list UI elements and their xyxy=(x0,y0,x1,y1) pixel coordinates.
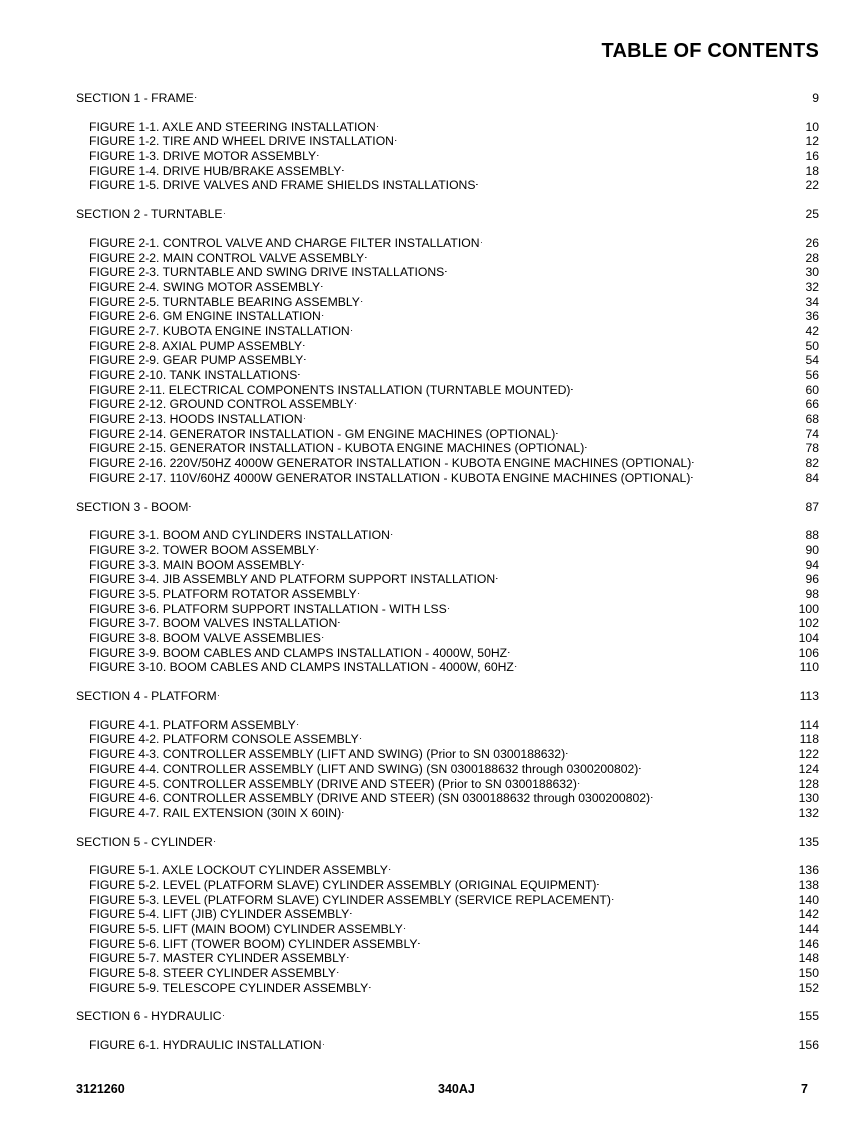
page-number: 102 xyxy=(798,616,819,631)
toc-figure-entry[interactable] xyxy=(76,528,819,543)
dot-leader xyxy=(691,472,804,482)
dot-leader xyxy=(342,807,797,817)
page-number: 74 xyxy=(805,426,819,441)
toc-figure-entry[interactable] xyxy=(76,732,819,747)
toc-section-entry[interactable] xyxy=(76,689,819,704)
page-number: 100 xyxy=(798,601,819,616)
page-number: 56 xyxy=(805,368,819,382)
toc-figure-entry[interactable] xyxy=(76,441,819,456)
page-number: 12 xyxy=(805,134,819,149)
toc-figure-entry[interactable] xyxy=(76,353,819,368)
dot-leader xyxy=(224,208,805,218)
dot-leader xyxy=(297,719,799,729)
dot-leader xyxy=(358,588,805,598)
page-title: TABLE OF CONTENTS xyxy=(601,40,819,62)
page-number: 9 xyxy=(812,91,819,105)
toc-figure-entry[interactable] xyxy=(76,295,819,310)
dot-leader xyxy=(391,529,805,539)
toc-figure-entry[interactable] xyxy=(76,134,819,149)
figure-title: FIGURE 5-5. LIFT (MAIN BOOM) CYLINDER ASSEMBLY xyxy=(89,922,403,936)
dot-leader xyxy=(347,952,798,962)
dot-leader xyxy=(651,792,798,802)
dot-leader xyxy=(337,967,798,977)
dot-leader xyxy=(302,559,804,569)
dot-leader xyxy=(365,252,804,262)
figure-title: FIGURE 3-5. PLATFORM ROTATOR ASSEMBLY xyxy=(89,586,357,601)
page-number: 42 xyxy=(805,323,819,338)
page-number: 124 xyxy=(798,761,819,776)
toc-figure-entry[interactable] xyxy=(76,412,819,427)
page-number: 104 xyxy=(798,631,819,645)
dot-leader xyxy=(404,923,798,933)
figure-title: FIGURE 5-8. STEER CYLINDER ASSEMBLY xyxy=(89,966,336,981)
toc-figure-entry[interactable] xyxy=(76,1038,819,1053)
page-number: 144 xyxy=(798,922,819,936)
section-title: SECTION 1 - FRAME xyxy=(76,91,194,105)
toc-figure-entry[interactable] xyxy=(76,368,819,383)
page-number: 156 xyxy=(798,1038,819,1053)
dot-leader xyxy=(214,836,798,846)
page-number: 10 xyxy=(805,119,819,134)
figure-title: FIGURE 1-3. DRIVE MOTOR ASSEMBLY xyxy=(89,149,317,164)
dot-leader xyxy=(342,165,804,175)
toc-figure-entry[interactable] xyxy=(76,543,819,558)
figure-title: FIGURE 5-3. LEVEL (PLATFORM SLAVE) CYLINDER ASSEMBLY (SERVICE REPLACEMENT) xyxy=(89,892,611,907)
figure-title: FIGURE 1-5. DRIVE VALVES AND FRAME SHIELDS INSTALLATIONS xyxy=(89,178,476,193)
dot-leader xyxy=(508,647,798,657)
dot-leader xyxy=(304,413,805,423)
toc-figure-entry[interactable] xyxy=(76,120,819,135)
page-number: 78 xyxy=(805,441,819,456)
figure-title: FIGURE 2-14. GENERATOR INSTALLATION - GM ENGINE MACHINES (OPTIONAL) xyxy=(89,426,556,441)
dot-leader xyxy=(355,398,805,408)
section-title: SECTION 4 - PLATFORM xyxy=(76,689,217,704)
footer-model: 340AJ xyxy=(438,1082,475,1096)
page-number: 16 xyxy=(805,149,819,164)
page-number: 146 xyxy=(798,936,819,951)
toc-figure-entry[interactable] xyxy=(76,631,819,646)
dot-leader xyxy=(351,325,805,335)
toc-figure-entry[interactable] xyxy=(76,383,819,398)
toc-figure-entry[interactable] xyxy=(76,558,819,573)
toc-figure-entry[interactable] xyxy=(76,747,819,762)
figure-title: FIGURE 4-1. PLATFORM ASSEMBLY xyxy=(89,717,296,732)
page-number: 150 xyxy=(798,966,819,981)
toc-figure-entry[interactable] xyxy=(76,587,819,602)
page-number: 106 xyxy=(798,645,819,660)
figure-title: FIGURE 2-6. GM ENGINE INSTALLATION xyxy=(89,309,321,324)
figure-title: FIGURE 2-10. TANK INSTALLATIONS xyxy=(89,368,298,382)
toc-figure-entry[interactable] xyxy=(76,806,819,821)
dot-leader xyxy=(361,296,805,306)
page-number: 36 xyxy=(805,309,819,324)
figure-title: FIGURE 2-1. CONTROL VALVE AND CHARGE FILTER INSTALLATION xyxy=(89,235,480,250)
figure-title: FIGURE 4-5. CONTROLLER ASSEMBLY (DRIVE AND STEER) (Prior to SN 0300188632) xyxy=(89,776,577,791)
figure-title: FIGURE 3-9. BOOM CABLES AND CLAMPS INSTALLATION - 4000W, 50HZ xyxy=(89,645,508,660)
dot-leader xyxy=(369,982,797,992)
page-number: 90 xyxy=(805,542,819,557)
dot-leader xyxy=(317,544,805,554)
figure-title: FIGURE 1-2. TIRE AND WHEEL DRIVE INSTALLATION xyxy=(89,134,394,149)
page-number: 30 xyxy=(805,265,819,280)
figure-title: FIGURE 2-2. MAIN CONTROL VALVE ASSEMBLY xyxy=(89,250,365,265)
page-number: 25 xyxy=(805,207,819,222)
page-number: 118 xyxy=(799,732,819,747)
figure-title: FIGURE 5-6. LIFT (TOWER BOOM) CYLINDER ASSEMBLY xyxy=(89,936,418,951)
page-number: 140 xyxy=(798,892,819,907)
page-number: 34 xyxy=(805,294,819,309)
toc-figure-entry[interactable] xyxy=(76,456,819,471)
dot-leader xyxy=(321,281,804,291)
page-number: 18 xyxy=(805,163,819,178)
page-number: 155 xyxy=(798,1009,819,1024)
toc-figure-entry[interactable] xyxy=(76,309,819,324)
figure-title: FIGURE 2-7. KUBOTA ENGINE INSTALLATION xyxy=(89,323,350,338)
figure-title: FIGURE 2-17. 110V/60HZ 4000W GENERATOR INSTALLATION - KUBOTA ENGINE MACHINES (OPTIONAL) xyxy=(89,470,691,485)
figure-title: FIGURE 3-1. BOOM AND CYLINDERS INSTALLATION xyxy=(89,528,390,543)
figure-title: FIGURE 3-10. BOOM CABLES AND CLAMPS INSTALLATION - 4000W, 60HZ xyxy=(89,660,514,675)
page-number: 88 xyxy=(805,528,819,543)
toc-figure-entry[interactable] xyxy=(76,660,819,675)
figure-title: FIGURE 3-8. BOOM VALVE ASSEMBLIES xyxy=(89,631,321,645)
figure-title: FIGURE 2-11. ELECTRICAL COMPONENTS INSTALLATION (TURNTABLE MOUNTED) xyxy=(89,382,571,397)
page-number: 130 xyxy=(798,791,819,806)
toc-section-entry[interactable] xyxy=(76,207,819,222)
section-title: SECTION 5 - CYLINDER xyxy=(76,834,213,849)
footer-page-number: 7 xyxy=(801,1082,808,1096)
figure-title: FIGURE 6-1. HYDRAULIC INSTALLATION xyxy=(89,1038,322,1053)
figure-title: FIGURE 1-4. DRIVE HUB/BRAKE ASSEMBLY xyxy=(89,163,342,178)
toc-figure-entry[interactable] xyxy=(76,324,819,339)
dot-leader xyxy=(377,121,805,131)
page-number: 113 xyxy=(799,689,819,704)
figure-title: FIGURE 2-13. HOODS INSTALLATION xyxy=(89,412,303,427)
toc-figure-entry[interactable] xyxy=(76,922,819,937)
toc-section-entry[interactable] xyxy=(76,835,819,850)
dot-leader xyxy=(350,908,797,918)
toc-figure-entry[interactable] xyxy=(76,893,819,908)
page-number: 148 xyxy=(798,951,819,966)
footer-doc-number: 3121260 xyxy=(76,1082,125,1096)
dot-leader xyxy=(448,603,798,613)
figure-title: FIGURE 4-7. RAIL EXTENSION (30IN X 60IN) xyxy=(89,805,342,820)
dot-leader xyxy=(223,1010,798,1020)
toc-figure-entry[interactable] xyxy=(76,951,819,966)
dot-leader xyxy=(515,661,799,671)
page-number: 128 xyxy=(798,776,819,791)
toc-figure-entry[interactable] xyxy=(76,280,819,295)
figure-title: FIGURE 5-7. MASTER CYLINDER ASSEMBLY xyxy=(89,951,347,966)
page-number: 142 xyxy=(798,907,819,922)
dot-leader xyxy=(418,938,797,948)
toc-figure-entry[interactable] xyxy=(76,164,819,179)
figure-title: FIGURE 2-12. GROUND CONTROL ASSEMBLY xyxy=(89,397,354,412)
figure-title: FIGURE 2-4. SWING MOTOR ASSEMBLY xyxy=(89,279,321,294)
page-number: 54 xyxy=(805,353,819,368)
dot-leader xyxy=(496,573,804,583)
page-number: 32 xyxy=(805,279,819,294)
toc-figure-entry[interactable] xyxy=(76,427,819,442)
dot-leader xyxy=(298,369,804,379)
toc-figure-entry[interactable] xyxy=(76,602,819,617)
figure-title: FIGURE 1-1. AXLE AND STEERING INSTALLATION xyxy=(89,119,376,134)
page-number: 114 xyxy=(799,717,819,732)
figure-title: FIGURE 3-7. BOOM VALVES INSTALLATION xyxy=(89,616,338,631)
toc-section-entry[interactable] xyxy=(76,1009,819,1024)
figure-title: FIGURE 5-4. LIFT (JIB) CYLINDER ASSEMBLY xyxy=(89,907,350,922)
toc-figure-entry[interactable] xyxy=(76,777,819,792)
toc-figure-entry[interactable] xyxy=(76,572,819,587)
figure-title: FIGURE 3-6. PLATFORM SUPPORT INSTALLATION - WITH LSS xyxy=(89,601,447,616)
page-number: 68 xyxy=(805,412,819,427)
page-number: 96 xyxy=(805,572,819,587)
dot-leader xyxy=(338,617,797,627)
page-number: 110 xyxy=(799,660,819,675)
figure-title: FIGURE 2-9. GEAR PUMP ASSEMBLY xyxy=(89,353,304,368)
dot-leader xyxy=(578,778,798,788)
page-number: 66 xyxy=(805,397,819,412)
page-number: 82 xyxy=(805,456,819,471)
page-number: 152 xyxy=(798,980,819,995)
dot-leader xyxy=(476,179,804,189)
toc-figure-entry[interactable] xyxy=(76,616,819,631)
dot-leader xyxy=(317,150,804,160)
toc-figure-entry[interactable] xyxy=(76,646,819,661)
toc-figure-entry[interactable] xyxy=(76,863,819,878)
page-number: 122 xyxy=(798,747,819,762)
toc-figure-entry[interactable] xyxy=(76,718,819,733)
page-number: 50 xyxy=(805,338,819,353)
dot-leader xyxy=(692,457,804,467)
page-number: 94 xyxy=(805,557,819,572)
figure-title: FIGURE 2-5. TURNTABLE BEARING ASSEMBLY xyxy=(89,294,360,309)
dot-leader xyxy=(556,428,804,438)
dot-leader xyxy=(303,340,804,350)
toc-figure-entry[interactable] xyxy=(76,397,819,412)
toc-figure-entry[interactable] xyxy=(76,178,819,193)
figure-title: FIGURE 4-4. CONTROLLER ASSEMBLY (LIFT AND SWING) (SN 0300188632 through 0300200802) xyxy=(89,761,639,776)
dot-leader xyxy=(322,310,805,320)
toc-figure-entry[interactable] xyxy=(76,937,819,952)
dot-leader xyxy=(612,894,798,904)
section-title: SECTION 2 - TURNTABLE xyxy=(76,207,223,222)
figure-title: FIGURE 3-2. TOWER BOOM ASSEMBLY xyxy=(89,542,316,557)
toc-figure-entry[interactable] xyxy=(76,236,819,251)
section-title: SECTION 6 - HYDRAULIC xyxy=(76,1009,222,1024)
dot-leader xyxy=(597,879,797,889)
dot-leader xyxy=(304,354,804,364)
toc-figure-entry[interactable] xyxy=(76,762,819,777)
dot-leader xyxy=(395,135,804,145)
toc-figure-entry[interactable] xyxy=(76,149,819,164)
dot-leader xyxy=(322,632,798,642)
dot-leader xyxy=(195,92,811,102)
figure-title: FIGURE 4-2. PLATFORM CONSOLE ASSEMBLY xyxy=(89,732,359,747)
figure-title: FIGURE 4-3. CONTROLLER ASSEMBLY (LIFT AND SWING) (Prior to SN 0300188632) xyxy=(89,747,566,762)
page-number: 138 xyxy=(798,877,819,892)
figure-title: FIGURE 2-8. AXIAL PUMP ASSEMBLY xyxy=(89,338,303,353)
figure-title: FIGURE 2-15. GENERATOR INSTALLATION - KUBOTA ENGINE MACHINES (OPTIONAL) xyxy=(89,441,585,456)
toc-figure-entry[interactable] xyxy=(76,471,819,486)
figure-title: FIGURE 2-16. 220V/50HZ 4000W GENERATOR INSTALLATION - KUBOTA ENGINE MACHINES (OPTIONAL) xyxy=(89,456,692,471)
page-number: 28 xyxy=(805,250,819,265)
page-number: 87 xyxy=(805,499,819,514)
dot-leader xyxy=(323,1039,798,1049)
toc-figure-entry[interactable] xyxy=(76,966,819,981)
page-number: 22 xyxy=(805,178,819,193)
toc-figure-entry[interactable] xyxy=(76,907,819,922)
toc-figure-entry[interactable] xyxy=(76,251,819,266)
page-number: 132 xyxy=(798,805,819,820)
page-number: 26 xyxy=(805,235,819,250)
toc-figure-entry[interactable] xyxy=(76,878,819,893)
toc-section-entry[interactable] xyxy=(76,91,819,106)
dot-leader xyxy=(481,237,805,247)
page-number: 60 xyxy=(805,382,819,397)
page-number: 135 xyxy=(798,834,819,849)
dot-leader xyxy=(585,442,804,452)
dot-leader xyxy=(445,266,804,276)
toc-figure-entry[interactable] xyxy=(76,981,819,996)
dot-leader xyxy=(389,864,798,874)
dot-leader xyxy=(360,733,799,743)
dot-leader xyxy=(566,748,798,758)
figure-title: FIGURE 3-4. JIB ASSEMBLY AND PLATFORM SUPPORT INSTALLATION xyxy=(89,572,496,587)
figure-title: FIGURE 2-3. TURNTABLE AND SWING DRIVE INSTALLATIONS xyxy=(89,265,445,280)
toc-figure-entry[interactable] xyxy=(76,339,819,354)
figure-title: FIGURE 3-3. MAIN BOOM ASSEMBLY xyxy=(89,557,302,572)
page-number: 84 xyxy=(805,470,819,485)
figure-title: FIGURE 5-1. AXLE LOCKOUT CYLINDER ASSEMBLY xyxy=(89,863,388,878)
figure-title: FIGURE 5-9. TELESCOPE CYLINDER ASSEMBLY xyxy=(89,980,369,995)
toc-figure-entry[interactable] xyxy=(76,791,819,806)
dot-leader xyxy=(571,384,804,394)
table-of-contents xyxy=(76,91,819,1067)
page-number: 136 xyxy=(798,863,819,878)
toc-section-entry[interactable] xyxy=(76,500,819,515)
section-title: SECTION 3 - BOOM xyxy=(76,499,189,514)
toc-figure-entry[interactable] xyxy=(76,265,819,280)
figure-title: FIGURE 5-2. LEVEL (PLATFORM SLAVE) CYLINDER ASSEMBLY (ORIGINAL EQUIPMENT) xyxy=(89,877,597,892)
page-number: 98 xyxy=(805,586,819,601)
dot-leader xyxy=(218,690,799,700)
figure-title: FIGURE 4-6. CONTROLLER ASSEMBLY (DRIVE AND STEER) (SN 0300188632 through 0300200802) xyxy=(89,791,651,806)
dot-leader xyxy=(639,763,797,773)
dot-leader xyxy=(189,501,804,511)
